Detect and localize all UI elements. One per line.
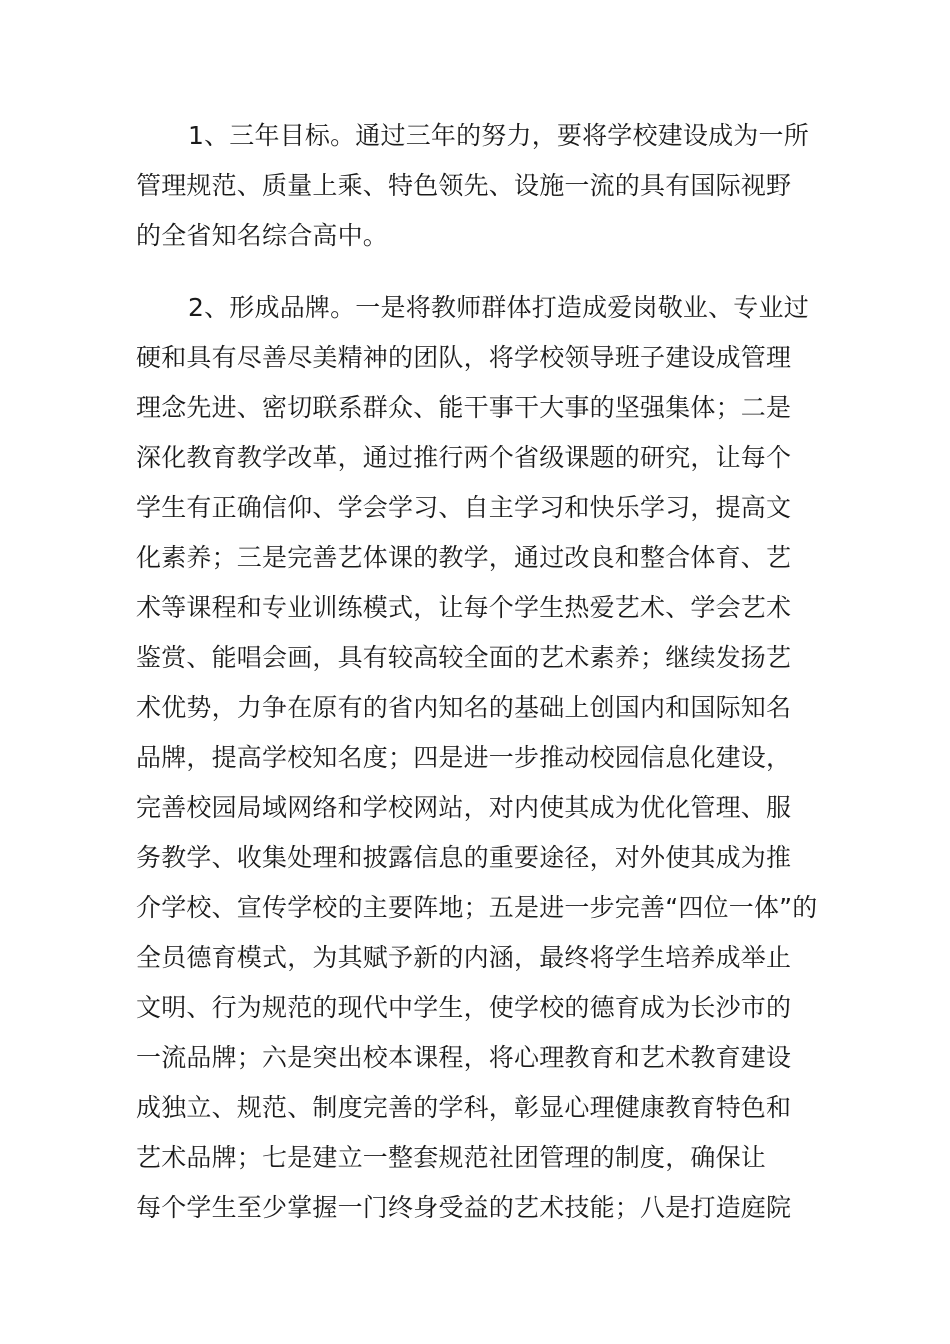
text-line: 品牌，提高学校知名度；四是进一步推动校园信息化建设， [136, 743, 792, 772]
text-line: 鉴赏、能唱会画，具有较高较全面的艺术素养；继续发扬艺 [136, 643, 792, 672]
text-line: 每个学生至少掌握一门终身受益的艺术技能；八是打造庭院 [136, 1193, 792, 1222]
text-line: 理念先进、密切联系群众、能干事干大事的坚强集体；二是 [136, 393, 792, 422]
text-line: 术优势，力争在原有的省内知名的基础上创国内和国际知名 [136, 693, 792, 722]
text-line: 深化教育教学改革，通过推行两个省级课题的研究，让每个 [136, 443, 792, 472]
text-line: 硬和具有尽善尽美精神的团队，将学校领导班子建设成管理 [136, 343, 792, 372]
text-line: 的全省知名综合高中。 [136, 221, 389, 250]
text-line: 介学校、宣传学校的主要阵地；五是进一步完善“四位一体”的 [136, 893, 818, 922]
text-line: 完善校园局域网络和学校网站，对内使其成为优化管理、服 [136, 793, 792, 822]
text-line: 一流品牌；六是突出校本课程，将心理教育和艺术教育建设 [136, 1043, 792, 1072]
text-line: 1、三年目标。通过三年的努力，要将学校建设成为一所 [188, 121, 809, 150]
text-line: 文明、行为规范的现代中学生，使学校的德育成为长沙市的 [136, 993, 792, 1022]
paragraph-brand-building [136, 283, 826, 1233]
text-line: 艺术品牌；七是建立一整套规范社团管理的制度，确保让 [136, 1143, 767, 1172]
text-line: 全员德育模式，为其赋予新的内涵，最终将学生培养成举止 [136, 943, 792, 972]
text-line: 2、形成品牌。一是将教师群体打造成爱岗敬业、专业过 [188, 293, 809, 322]
text-line: 成独立、规范、制度完善的学科，彰显心理健康教育特色和 [136, 1093, 792, 1122]
paragraph-three-year-goal [136, 111, 826, 261]
text-line: 化素养；三是完善艺体课的教学，通过改良和整合体育、艺 [136, 543, 792, 572]
text-line: 术等课程和专业训练模式，让每个学生热爱艺术、学会艺术 [136, 593, 792, 622]
text-line: 学生有正确信仰、学会学习、自主学习和快乐学习，提高文 [136, 493, 792, 522]
text-line: 管理规范、质量上乘、特色领先、设施一流的具有国际视野 [136, 171, 792, 200]
text-line: 务教学、收集处理和披露信息的重要途径，对外使其成为推 [136, 843, 792, 872]
